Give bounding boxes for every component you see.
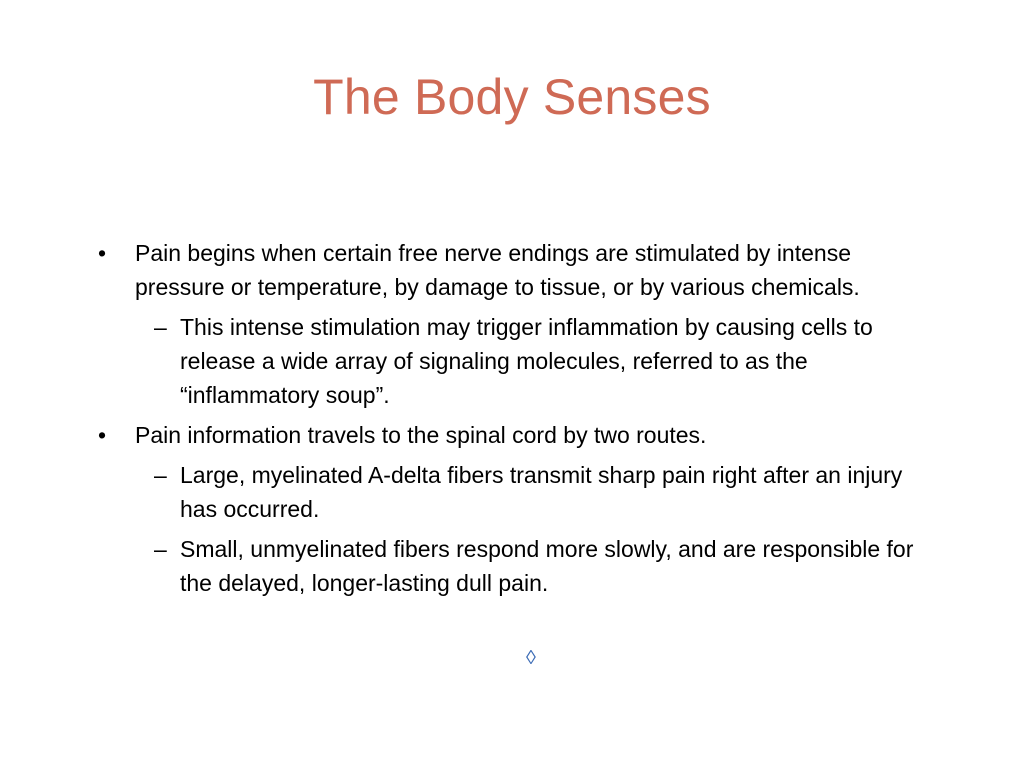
sub-bullet-text: Small, unmyelinated fibers respond more slowly, and are responsible for the delayed, longer-lasting dull pain. [180,536,914,596]
slide-body [96,236,936,606]
bullet-marker: • [98,240,107,266]
bullet-item [96,418,925,452]
sub-bullet-text: This intense stimulation may trigger inflammation by causing cells to release a wide array of signaling molecules, referred to as the “inflammatory soup”. [180,314,873,408]
bullet-marker: • [98,422,107,448]
bullet-item [96,236,925,304]
dash-marker: – [154,536,167,562]
dash-marker: – [154,314,167,340]
bullet-text: Pain information travels to the spinal cord by two routes. [135,422,707,448]
sub-bullet-text: Large, myelinated A-delta fibers transmit sharp pain right after an injury has occurred. [180,462,903,522]
sub-bullet-item [96,458,918,526]
sub-bullet-item [96,310,918,412]
sub-bullet-item [96,532,918,600]
bullet-text: Pain begins when certain free nerve endings are stimulated by intense pressure or temperature, by damage to tissue, or by various chemicals. [135,240,860,300]
dash-marker: – [154,462,167,488]
diamond-icon: ◊ [526,647,536,669]
slide-title: The Body Senses [313,69,711,125]
